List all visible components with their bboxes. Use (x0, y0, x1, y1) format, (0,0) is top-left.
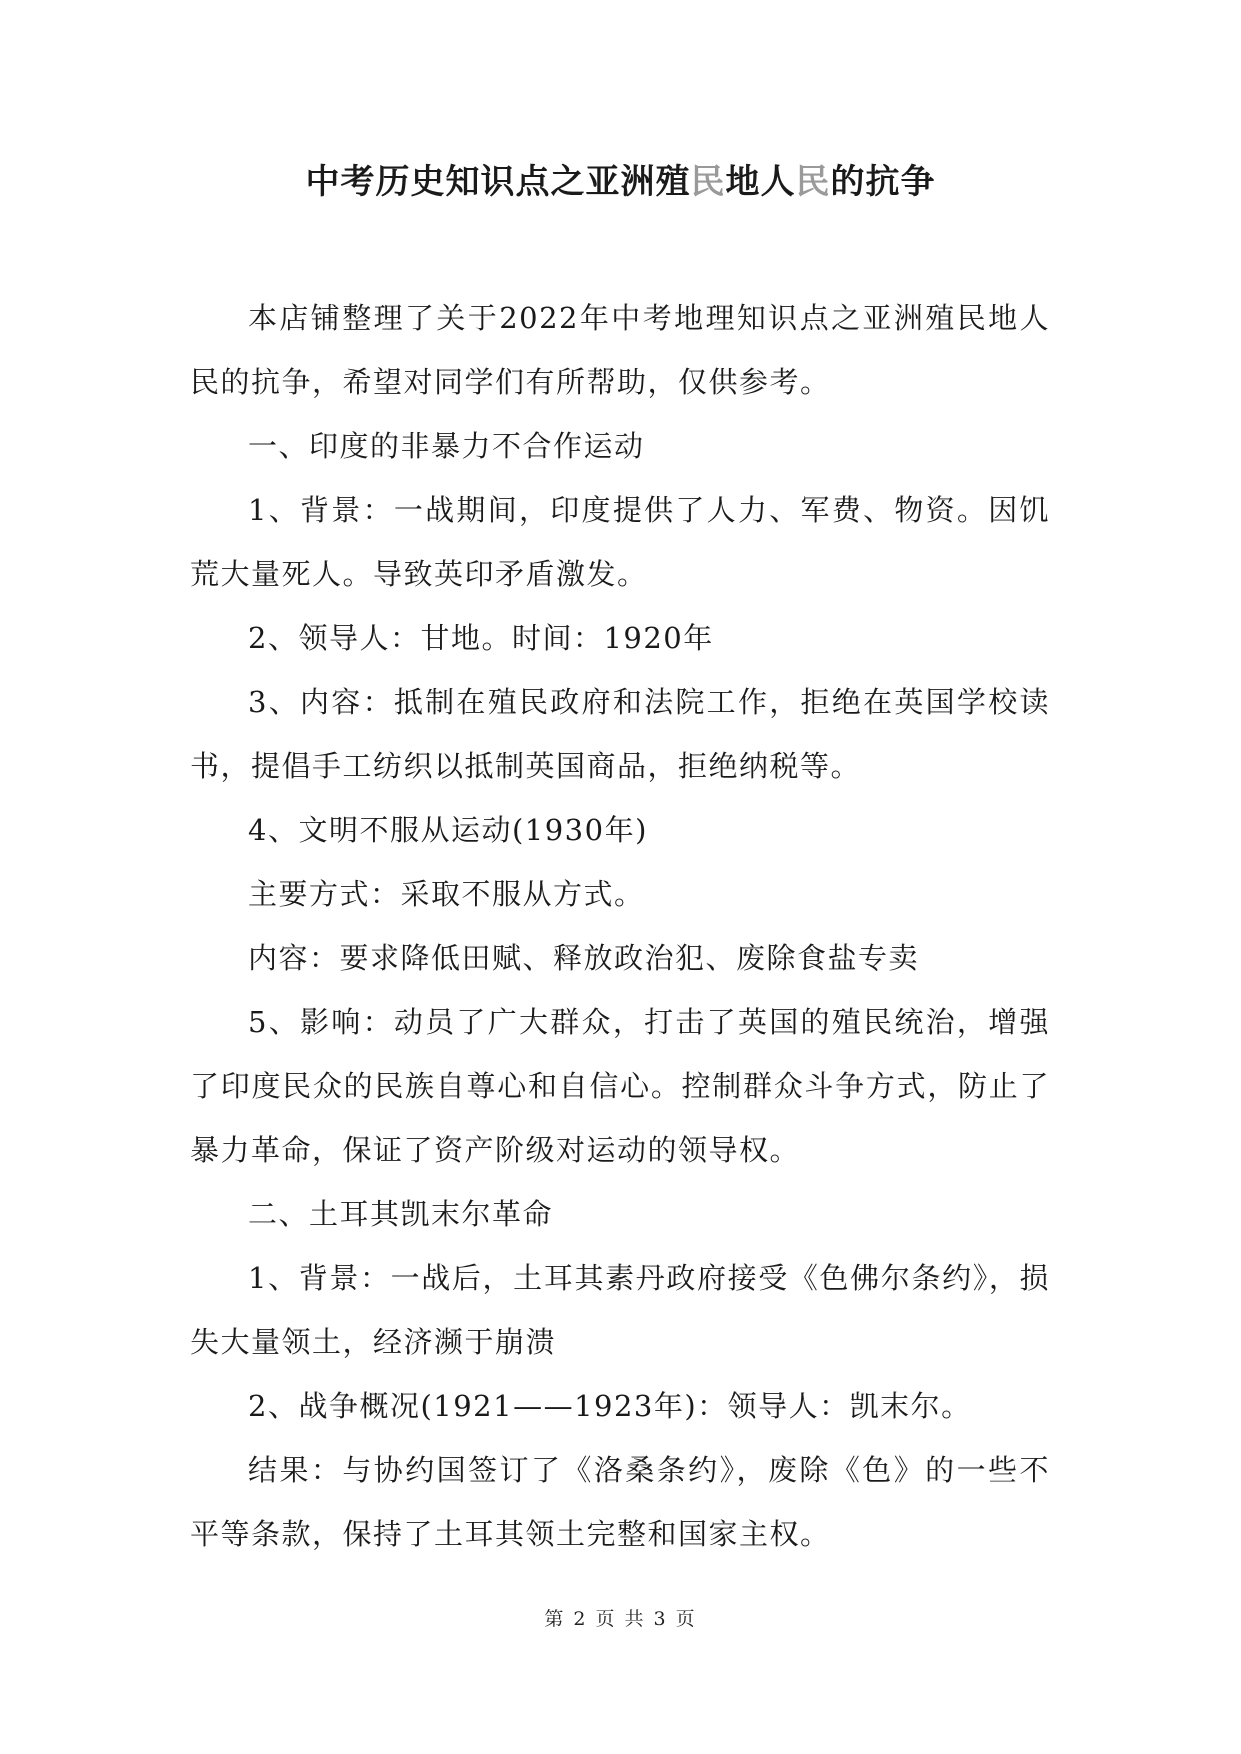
paragraph-main-method: 主要方式：采取不服从方式。 (248, 877, 645, 911)
paragraph-turkey-war: 2、战争概况(1921——1923年)：领导人：凯末尔。 (248, 1389, 972, 1423)
title-part-1: 中考历史知识点之亚洲殖 (305, 162, 691, 202)
title-part-3: 的抗争 (830, 162, 936, 202)
title-part-2: 地人 (725, 162, 796, 202)
page-footer: 第 2 页 共 3 页 (544, 1608, 697, 1630)
paragraph-turkey-result: 结果：与协约国签订了《洛桑条约》，废除《色》的一些不平等条款，保持了土耳其领土完整和国家主权。 (190, 1453, 1050, 1551)
paragraph-civil-disobedience: 4、文明不服从运动(1930年) (248, 813, 648, 847)
paragraph-demands: 内容：要求降低田赋、释放政治犯、废除食盐专卖 (248, 941, 920, 975)
paragraph-turkey-background: 1、背景：一战后，土耳其素丹政府接受《色佛尔条约》，损失大量领土，经济濒于崩溃 (190, 1261, 1050, 1359)
section-heading-india: 一、印度的非暴力不合作运动 (248, 429, 645, 463)
document-body (190, 286, 1050, 1566)
title-faded-char-1: 民 (690, 162, 726, 202)
section-heading-turkey: 二、土耳其凯末尔革命 (248, 1197, 554, 1231)
paragraph-india-leader: 2、领导人：甘地。时间：1920年 (248, 621, 714, 655)
paragraph-india-background: 1、背景：一战期间，印度提供了人力、军费、物资。因饥荒大量死人。导致英印矛盾激发。 (190, 493, 1050, 591)
paragraph-intro: 本店铺整理了关于2022年中考地理知识点之亚洲殖民地人民的抗争，希望对同学们有所帮助，仅供参考。 (190, 301, 1050, 399)
paragraph-india-impact: 5、影响：动员了广大群众，打击了英国的殖民统治，增强了印度民众的民族自尊心和自信心。控制群众斗争方式，防止了暴力革命，保证了资产阶级对运动的领导权。 (190, 1005, 1050, 1167)
title-faded-char-2: 民 (795, 162, 831, 202)
page-title (0, 158, 1241, 206)
paragraph-india-content: 3、内容：抵制在殖民政府和法院工作，拒绝在英国学校读书，提倡手工纺织以抵制英国商品，拒绝纳税等。 (190, 685, 1050, 783)
